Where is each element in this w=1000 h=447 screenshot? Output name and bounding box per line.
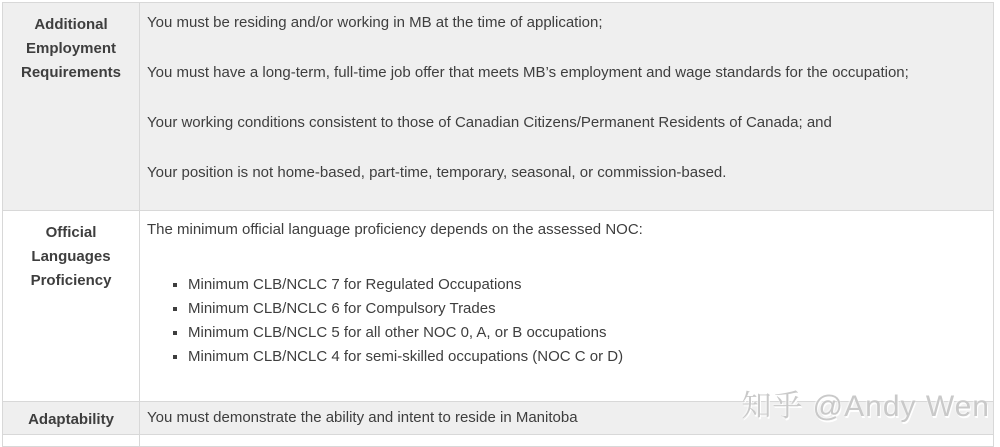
list-item: ▪ Minimum CLB/NCLC 7 for Regulated Occupations [188, 273, 983, 297]
requirements-table [2, 2, 994, 447]
row-content-additional-employment-requirements [140, 3, 994, 211]
row-header-official-languages-proficiency: Official Languages Proficiency [3, 211, 140, 402]
table-row-adaptability [3, 402, 994, 435]
intro-text: The minimum official language proficiency depends on the assessed NOC: [147, 221, 643, 238]
clb-requirements-list [147, 273, 983, 369]
table-row-official-languages-proficiency [3, 211, 994, 402]
table-row-partial [3, 435, 994, 447]
empty-header-cell [3, 435, 140, 447]
row-header-adaptability: Adaptability [3, 402, 140, 435]
paragraph: You must demonstrate the ability and intent to reside in Manitoba [147, 409, 578, 426]
zhihu-watermark: 知乎 @Andy Wen [741, 390, 990, 423]
list-item: ▪ Minimum CLB/NCLC 5 for all other NOC 0, A, or B occupations [188, 321, 983, 345]
list-item: ▪ Minimum CLB/NCLC 4 for semi-skilled occupations (NOC C or D) [188, 345, 983, 369]
row-header-additional-employment-requirements: Additional Employment Requirements [3, 3, 140, 211]
paragraph: Your position is not home-based, part-time, temporary, seasonal, or commission-based. [147, 164, 727, 181]
empty-content-cell [140, 435, 994, 447]
table-row-additional-employment-requirements [3, 3, 994, 211]
row-content-official-languages-proficiency [140, 211, 994, 402]
paragraph: Your working conditions consistent to those of Canadian Citizens/Permanent Residents of Canada; and [147, 114, 832, 131]
paragraph: You must have a long-term, full-time job offer that meets MB’s employment and wage standards for the occupation; [147, 64, 909, 81]
row-content-adaptability [140, 402, 994, 435]
paragraph: You must be residing and/or working in MB at the time of application; [147, 14, 603, 31]
list-item: ▪ Minimum CLB/NCLC 6 for Compulsory Trades [188, 297, 983, 321]
